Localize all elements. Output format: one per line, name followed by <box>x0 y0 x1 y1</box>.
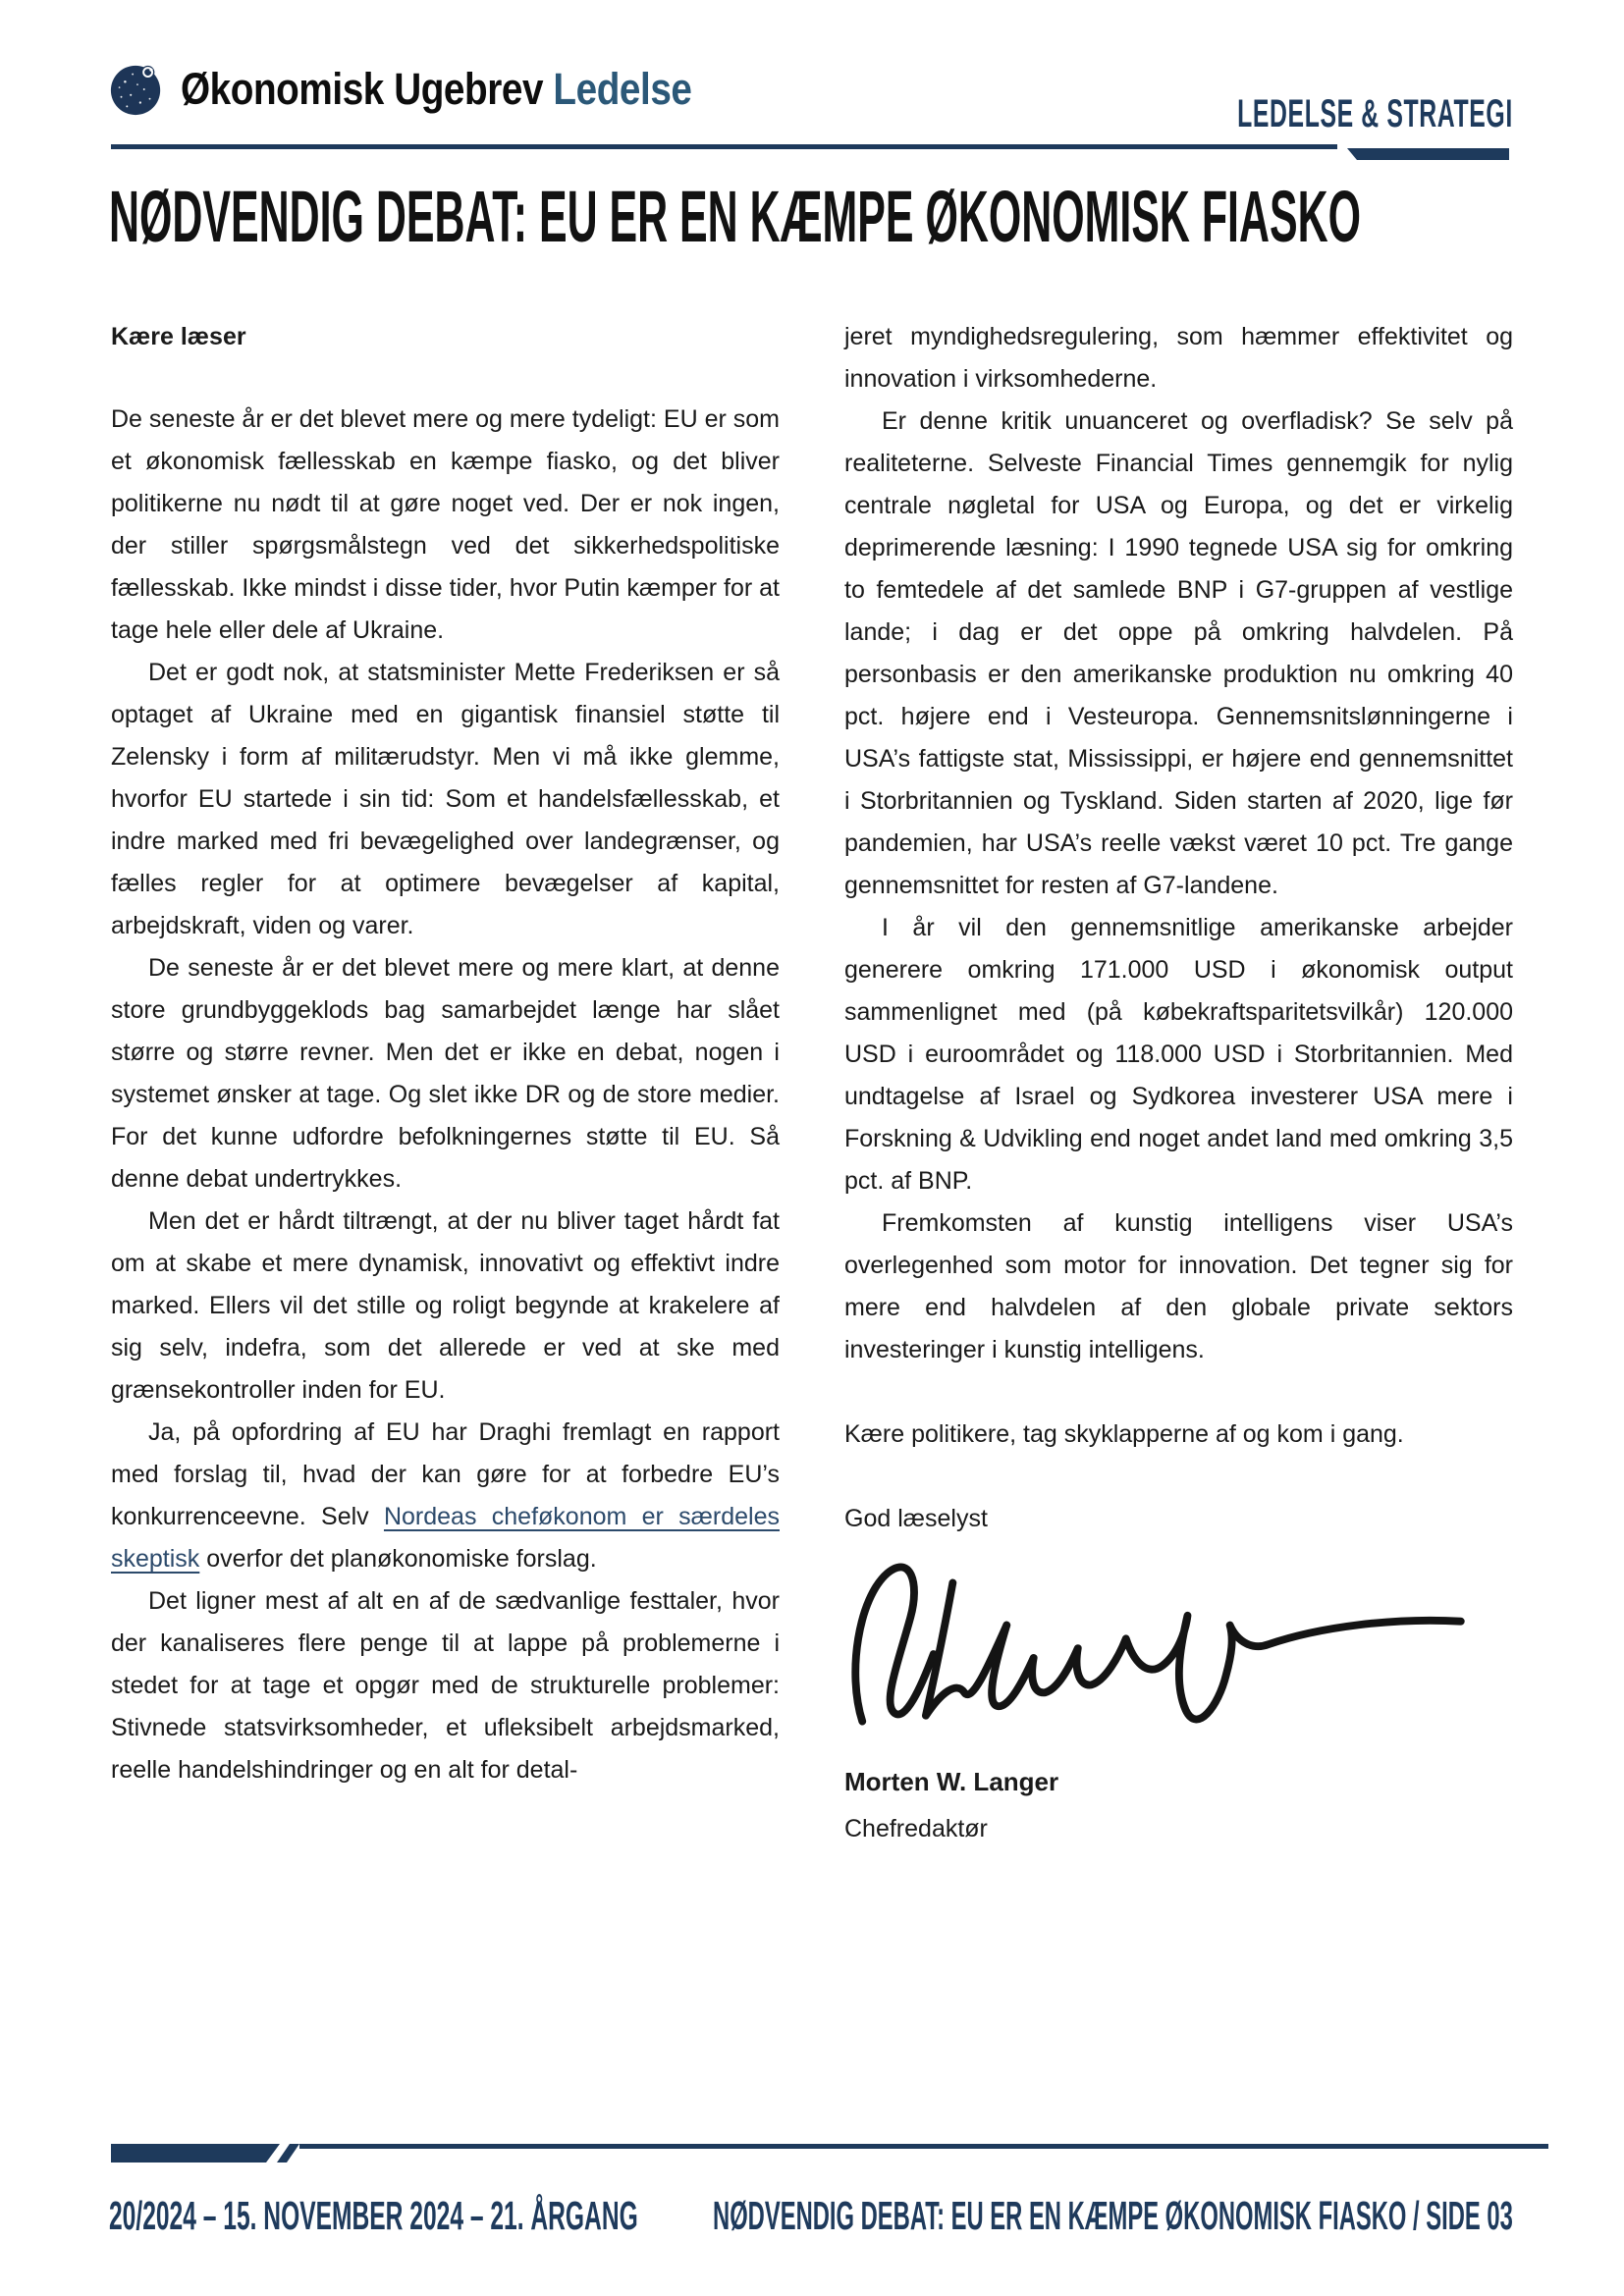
salutation: Kære læser <box>111 323 246 350</box>
header-divider <box>111 142 1513 160</box>
left-column <box>111 316 780 1846</box>
paragraph: De seneste år er det blevet mere og mere tydeligt: EU er som et økonomisk fællesskab en kæmpe fiasko, og det bliver politikerne nu nødt til at gøre noget ved. Der er nok ingen, der stiller spørgsmålstegn ved det sikkerhedspolitiske fællesskab. Ikke mindst i disse tider, hvor Putin kæmper for at tage hele eller dele af Ukraine. <box>111 405 780 644</box>
link-para-post: overfor det planøkonomiske forslag. <box>199 1545 597 1573</box>
brand-wordmark <box>181 64 692 115</box>
brand-name: Økonomisk Ugebrev <box>181 64 544 114</box>
closing-line: God læselyst <box>844 1505 988 1532</box>
brand-logo <box>108 61 775 118</box>
paragraph: Men det er hårdt tiltrængt, at der nu bliver taget hårdt fat om at skabe et mere dynamisk, innovativt og effektivt indre marked. Ellers vil det stille og roligt begynde at krakelere af sig selv, indefra, som det allerede er ved at ske med grænsekontroller inden for EU. <box>111 1207 780 1404</box>
signature-block <box>844 1558 1513 1846</box>
paragraph: Er denne kritik unuanceret og overfladisk? Se selv på realiteterne. Selveste Financial Times gennemgik for nylig centrale nøgletal for USA og Europa, og det er virkelig deprimerende læsning: I 1990 tegnede USA sig for omkring to femtedele af det samlede BNP i G7-gruppen af vestlige lande; i dag er det oppe på omkring halvdelen. På personbasis er den amerikanske produktion nu omkring 40 pct. højere end i Vesteuropa. Gennemsnitslønningerne i USA’s fattigste stat, Mississippi, er højere end gennemsnittet i Storbritannien og Tyskland. Siden starten af 2020, lige før pandemien, har USA’s reelle vækst været 10 pct. Tre gange gennemsnittet for resten af G7-landene. <box>844 407 1513 899</box>
author-name: Morten W. Langer <box>844 1767 1059 1796</box>
right-column <box>844 316 1513 1846</box>
signature-image <box>844 1558 1481 1750</box>
paragraph: I år vil den gennemsnitlige amerikanske arbejder generere omkring 171.000 USD i økonomisk output sammenlignet med (på købekraftsparitetsvilkår) 120.000 USD i euroområdet og 118.000 USD i Storbritannien. Med undtagelse af Israel og Sydkorea investerer USA mere i Forskning & Udvikling end noget andet land med omkring 3,5 pct. af BNP. <box>844 914 1513 1195</box>
author-role: Chefredaktør <box>844 1815 988 1842</box>
section-label: LEDELSE & STRATEGI <box>1237 92 1513 135</box>
issue-info: 20/2024 – 15. NOVEMBER 2024 – 21. ÅRGANG <box>109 2193 638 2238</box>
article-title: NØDVENDIG DEBAT: EU ER EN KÆMPE ØKONOMISK FIASKO <box>109 176 1361 257</box>
paragraph-with-link <box>111 1412 780 1580</box>
paragraph: jeret myndighedsregulering, som hæmmer effektivitet og innovation i virksomhederne. <box>844 323 1513 393</box>
brand-edition: Ledelse <box>553 64 692 114</box>
link-para-pre: Ja, på opfordring af EU har Draghi fremlagt en rapport med forslag til, hvad der kan gøre for at forbedre EU’s konkurrenceevne. Selv <box>111 1418 780 1530</box>
globe-logo-icon <box>108 61 165 118</box>
footer-divider <box>111 2144 1548 2163</box>
nordea-link[interactable]: Nordeas cheføkonom er særdeles skeptisk <box>111 1503 780 1573</box>
article-body <box>111 316 1513 1846</box>
paragraph: Fremkomsten af kunstig intelligens viser USA’s overlegenhed som motor for innovation. Det tegner sig for mere end halvdelen af den globale private sektors investeringer i kunstig intelligens. <box>844 1209 1513 1363</box>
paragraph: Det er godt nok, at statsminister Mette Frederiksen er så optaget af Ukraine med en gigantisk finansiel støtte til Zelensky i form af militærudstyr. Men vi må ikke glemme, hvorfor EU startede i sin tid: Som et handelsfællesskab, et indre marked med fri bevægelighed over landegrænser, og fælles regler for at optimere bevægelser af kapital, arbejdskraft, viden og varer. <box>111 659 780 939</box>
paragraph: Det ligner mest af alt en af de sædvanlige festtaler, hvor der kanaliseres flere penge til at lappe på problemerne i stedet for at tage et opgør med de strukturelle problemer: Stivnede statsvirksomheder, et ufleksibelt arbejdsmarked, reelle handelshindringer og en alt for detal- <box>111 1587 780 1784</box>
call-to-action: Kære politikere, tag skyklapperne af og kom i gang. <box>844 1420 1404 1448</box>
paragraph: De seneste år er det blevet mere og mere klart, at denne store grundbyggeklods bag samarbejdet længe har slået større og større revner. Men det er ikke en debat, nogen i systemet ønsker at tage. Og slet ikke DR og de store medier. For det kunne udfordre befolkningernes støtte til EU. Så denne debat undertrykkes. <box>111 954 780 1193</box>
footer-article-ref: NØDVENDIG DEBAT: EU ER EN KÆMPE ØKONOMISK FIASKO / SIDE 03 <box>713 2193 1513 2238</box>
